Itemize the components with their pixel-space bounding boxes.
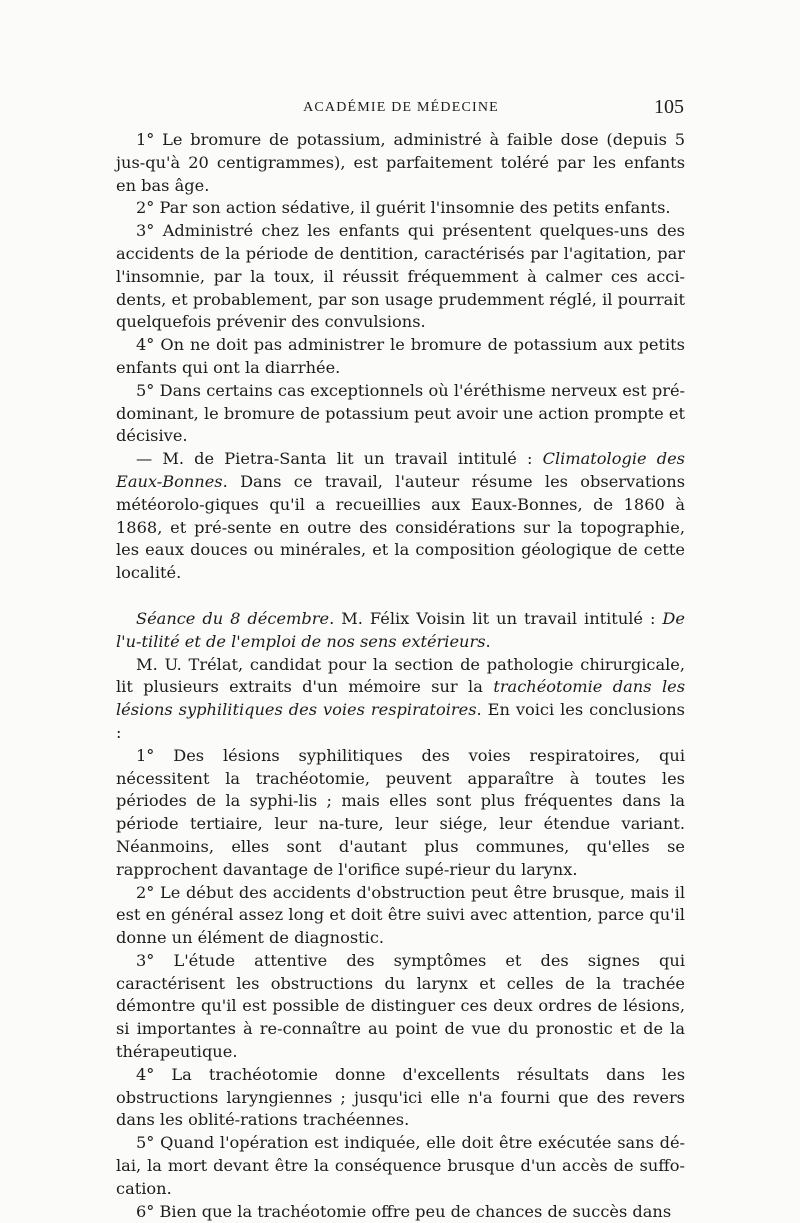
body-text (116, 129, 685, 1223)
paragraph (116, 197, 685, 220)
page-header (118, 96, 684, 124)
text-run: . Dans ce travail, l'auteur résume les observations météorolo-giques qu'il a recueillies aux Eaux-Bonnes, de 1860 à 1868, et pré-sente en outre des considérations sur la topographie, les eaux douces ou minérales, et la composition géologique de cette localité. (116, 471, 685, 583)
page-number: 105 (654, 96, 684, 118)
paragraph (116, 1064, 685, 1132)
running-head: ACADÉMIE DE MÉDECINE (303, 100, 499, 115)
paragraph (116, 1132, 685, 1200)
paragraph (116, 882, 685, 950)
italic-text: trachéotomie dans les lésions syphilitiques des voies respiratoires (116, 677, 686, 720)
italic-text: Séance du 8 décembre (136, 608, 330, 628)
text-run: 1° Le bromure de potassium, administré à faible dose (depuis 5 jus-qu'à 20 centigrammes), est parfaitement toléré par les enfants en bas âge. (116, 130, 685, 195)
text-run: 2° Le début des accidents d'obstruction peut être brusque, mais il est en général assez long et doit être suivi avec attention, parce qu'il donne un élément de diagnostic. (116, 882, 685, 948)
paragraph (116, 654, 685, 745)
text-run: 1° Des lésions syphilitiques des voies respiratoires, qui nécessitent la trachéotomie, peuvent apparaître à toutes les périodes de la syphi-lis ; mais elles sont plus fréquentes dans la période tertiaire, leur na-ture, leur siége, leur étendue variant. Néanmoins, elles sont d'autant plus communes, qu'elles se rapprochent davantage de l'orifice supé-rieur du larynx. (116, 745, 685, 879)
paragraph (116, 448, 685, 585)
text-run: . (485, 631, 491, 651)
text-run: 5° Dans certains cas exceptionnels où l'éréthisme nerveux est pré-dominant, le bromure de potassium peut avoir une action prompte et décisive. (116, 380, 685, 446)
italic-text: Climatologie des Eaux-Bonnes (116, 449, 685, 491)
text-run: . M. Félix Voisin lit un travail intitulé : (329, 608, 663, 628)
italic-text: De l'u-tilité et de l'emploi de nos sens extérieurs (116, 608, 685, 651)
text-run: 2° Par son action sédative, il guérit l'insomnie des petits enfants. (136, 198, 671, 218)
text-run: 4° La trachéotomie donne d'excellents résultats dans les obstructions laryngiennes ; jusqu'ici elle n'a fourni que des revers dans les oblité-rations trachéennes. (116, 1064, 685, 1130)
paragraph (116, 334, 685, 380)
text-run: 3° Administré chez les enfants qui présentent quelques-uns des accidents de la période de dentition, caractérisés par l'agitation, par l'insomnie, par la toux, il réussit fréquemment à calmer ces acci-dents, et probablement, par son usage prudemment réglé, il pourrait quelquefois prévenir des convulsions. (116, 221, 685, 332)
paragraph (116, 380, 685, 448)
text-run: M. U. Trélat, candidat pour la section de pathologie chirurgicale, lit plusieurs extraits d'un mémoire sur la (116, 654, 685, 697)
text-run: — M. de Pietra-Santa lit un travail intitulé : (136, 449, 543, 469)
paragraph (116, 220, 685, 334)
text-run: 5° Quand l'opération est indiquée, elle doit être exécutée sans dé-lai, la mort devant être la conséquence brusque d'un accès de suffo-cation. (116, 1133, 685, 1198)
paragraph (116, 129, 685, 197)
text-run: 6° Bien que la trachéotomie offre peu de chances de succès dans (136, 1201, 672, 1221)
paragraph (116, 1201, 685, 1223)
text-run: . En voici les conclusions : (116, 700, 685, 742)
paragraph (116, 745, 685, 882)
paragraph (116, 950, 685, 1064)
text-run: 3° L'étude attentive des symptômes et des signes qui caractérisent les obstructions du larynx et celles de la trachée démontre qu'il est possible de distinguer ces deux ordres de lésions, si importantes à re-connaître au point de vue du pronostic et de la thérapeutique. (116, 950, 685, 1062)
paragraph (116, 608, 685, 654)
text-run: 4° On ne doit pas administrer le bromure de potassium aux petits enfants qui ont la diarrhée. (116, 335, 685, 377)
